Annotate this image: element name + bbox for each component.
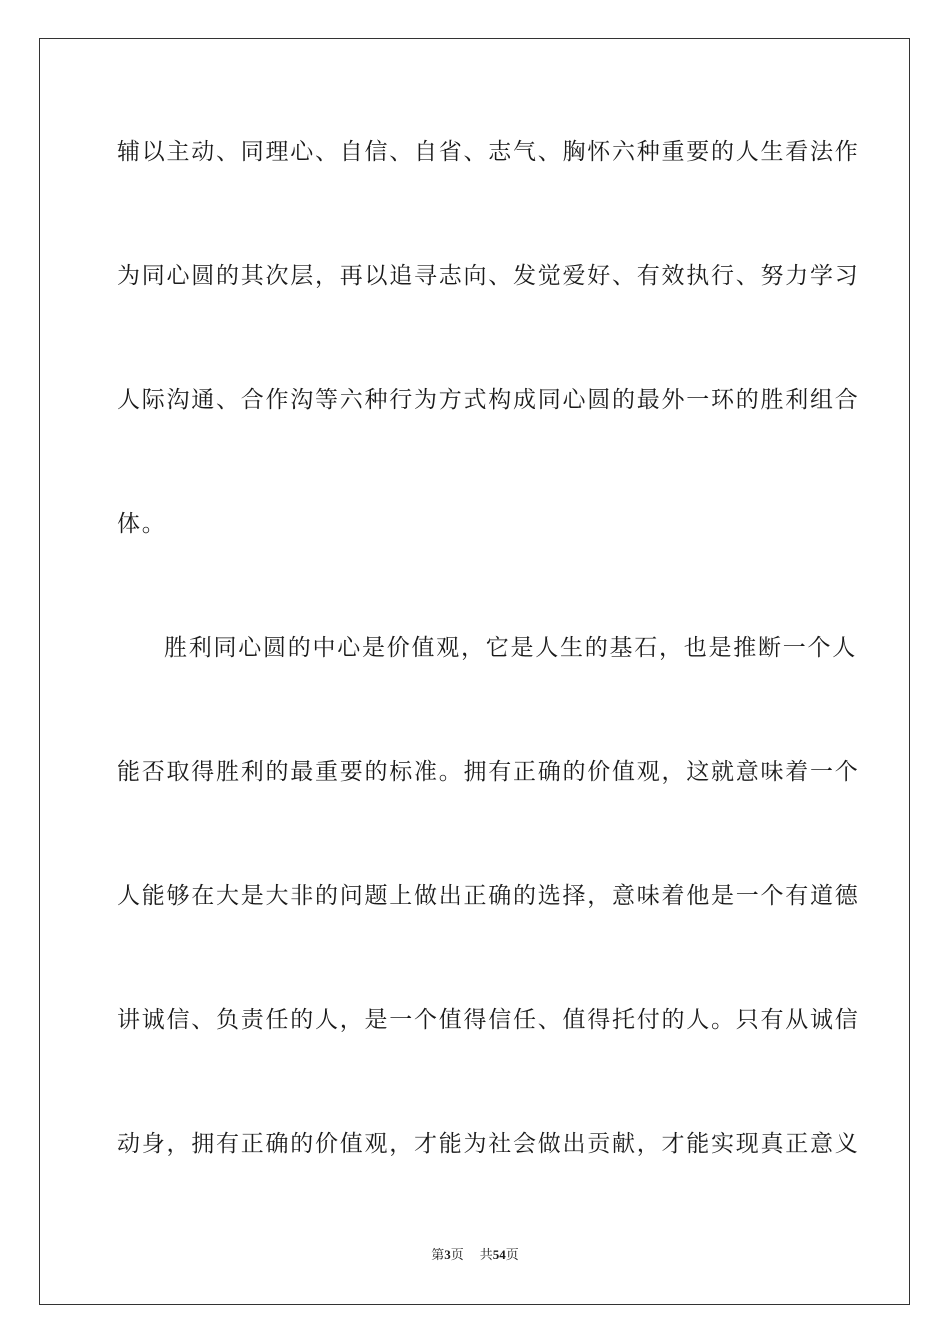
paragraph-line: 胜利同心圆的中心是价值观，它是人生的基石，也是推断一个人 — [164, 635, 857, 661]
page-suffix: 页 — [450, 1248, 464, 1263]
paragraph-line: 人能够在大是大非的问题上做出正确的选择，意味着他是一个有道德 — [117, 883, 860, 909]
paragraph-line: 辅以主动、同理心、自信、自省、志气、胸怀六种重要的人生看法作 — [117, 139, 860, 165]
page-frame — [39, 38, 910, 1305]
paragraph-line: 为同心圆的其次层，再以追寻志向、发觉爱好、有效执行、努力学习 — [117, 263, 860, 289]
page-number: 3 — [444, 1247, 451, 1262]
page-prefix: 第 — [431, 1248, 445, 1263]
total-pages: 54 — [492, 1247, 506, 1262]
total-prefix: 共 — [479, 1248, 493, 1263]
paragraph-line: 体。 — [117, 511, 167, 537]
page-footer — [0, 1246, 950, 1265]
paragraph-line: 讲诚信、负责任的人，是一个值得信任、值得托付的人。只有从诚信 — [117, 1007, 860, 1033]
paragraph-line: 人际沟通、合作沟等六种行为方式构成同心圆的最外一环的胜利组合 — [117, 387, 860, 413]
paragraph-line: 能否取得胜利的最重要的标准。拥有正确的价值观，这就意味着一个 — [117, 759, 860, 785]
paragraph-line: 动身，拥有正确的价值观，才能为社会做出贡献，才能实现真正意义 — [117, 1131, 860, 1157]
total-suffix: 页 — [505, 1248, 519, 1263]
